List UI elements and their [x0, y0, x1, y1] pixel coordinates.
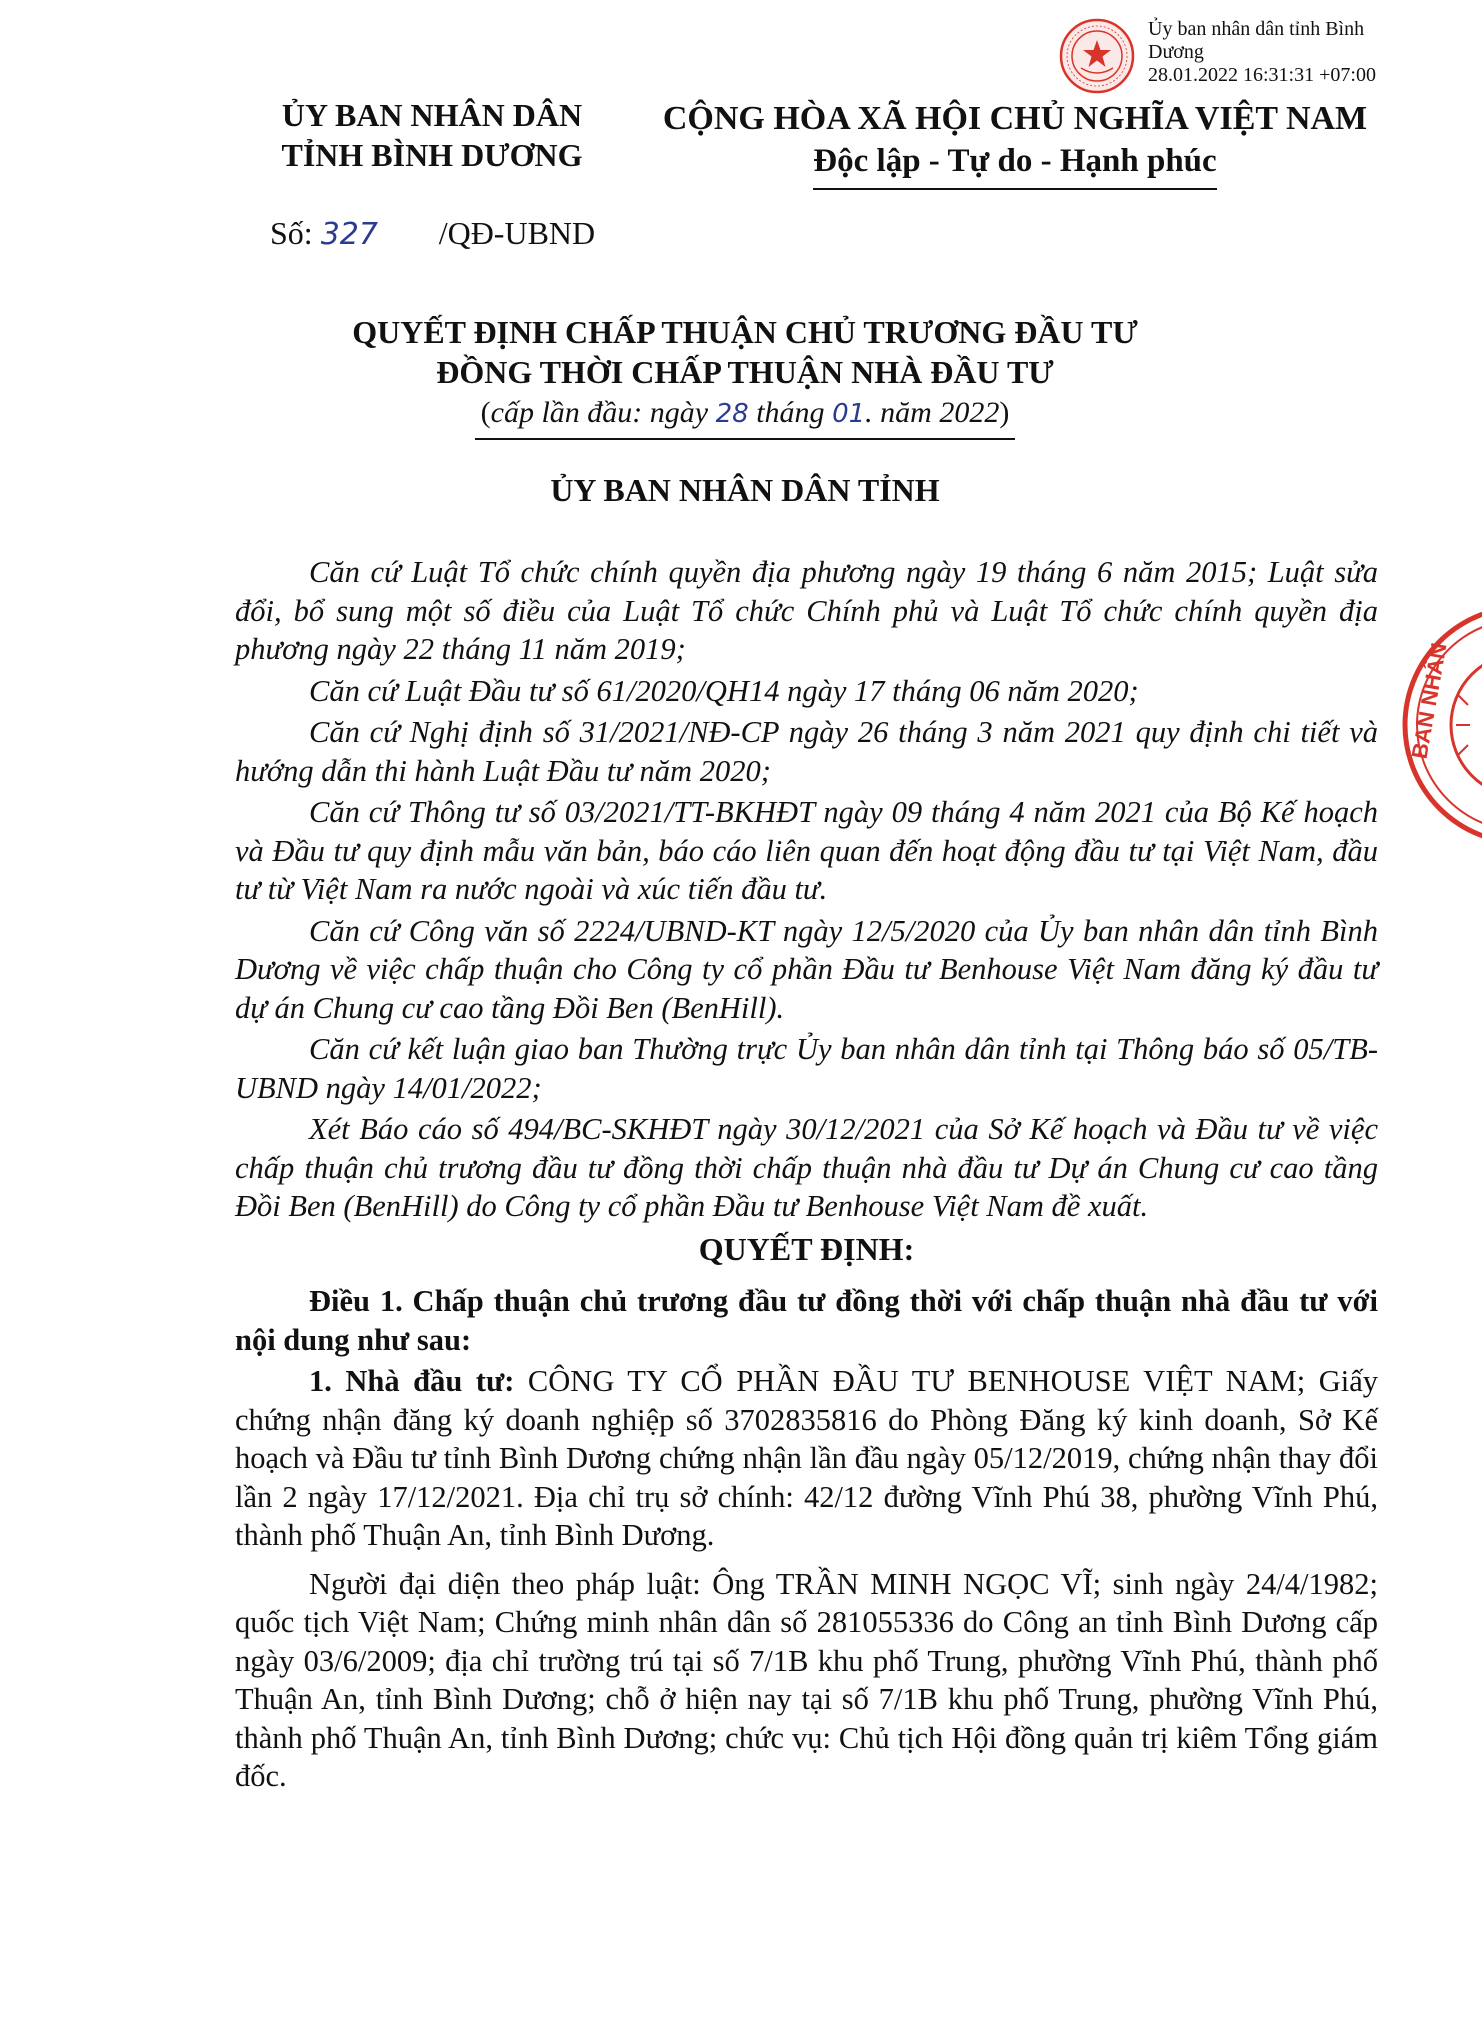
handwritten-number: 327 — [320, 217, 378, 252]
issue-mid: tháng — [748, 396, 833, 429]
digital-signature-info — [1148, 18, 1478, 87]
national-motto: Độc lập - Tự do - Hạnh phúc — [813, 140, 1216, 190]
authority-line-2: TỈNH BÌNH DƯƠNG — [281, 137, 583, 173]
national-header — [640, 98, 1390, 190]
legal-basis-3: Căn cứ Nghị định số 31/2021/NĐ-CP ngày 26 tháng 3 năm 2021 quy định chi tiết và hướng dẫn thi hành Luật Đầu tư năm 2020; — [235, 715, 1378, 788]
issue-open-paren: ( — [480, 396, 491, 429]
article-1: Điều 1. Chấp thuận chủ trương đầu tư đồng thời với chấp thuận nhà đầu tư với nội dung như sau: — [235, 1284, 1378, 1357]
issue-day: 28 — [715, 399, 749, 429]
representative-paragraph: Người đại diện theo pháp luật: Ông TRẦN MINH NGỌC VĨ; sinh ngày 24/4/1982; quốc tịch Việt Nam; Chứng minh nhân dân số 281055336 do Công an tỉnh Bình Dương cấp ngày 03/6/2009; địa chỉ trường trú tại số 7/1B khu phố Trung, phường Vĩnh Phú, thành phố Thuận An, tỉnh Bình Dương; chỗ ở hiện nay tại số 7/1B khu phố Trung, phường Vĩnh Phú, thành phố Thuận An, tỉnh Bình Dương; chức vụ: Chủ tịch Hội đồng quản trị kiêm Tổng giám đốc. — [235, 1566, 1378, 1793]
number-prefix: Số: — [270, 215, 313, 251]
svg-text:BAN NHÂN: BAN NHÂN — [1406, 640, 1452, 761]
title-line-1: QUYẾT ĐỊNH CHẤP THUẬN CHỦ TRƯƠNG ĐẦU TƯ — [352, 314, 1138, 350]
red-seal-icon — [1398, 600, 1482, 850]
signature-timestamp: 28.01.2022 16:31:31 +07:00 — [1148, 64, 1376, 86]
legal-basis-1: Căn cứ Luật Tổ chức chính quyền địa phương ngày 19 tháng 6 năm 2015; Luật sửa đổi, bổ sung một số điều của Luật Tổ chức Chính phủ và Luật Tổ chức chính quyền địa phương ngày 22 tháng 11 năm 2019; — [235, 555, 1378, 666]
legal-basis-7: Xét Báo cáo số 494/BC-SKHĐT ngày 30/12/2021 của Sở Kế hoạch và Đầu tư về việc chấp thuận chủ trương đầu tư đồng thời chấp thuận nhà đầu tư Dự án Chung cư cao tầng Đồi Ben (BenHill) do Công ty cổ phần Đầu tư Benhouse Việt Nam đề xuất. — [235, 1112, 1378, 1223]
issue-prefix: cấp lần đầu: ngày — [490, 396, 716, 429]
authority-heading: ỦY BAN NHÂN DÂN TỈNH — [550, 472, 940, 508]
investor-text: CÔNG TY CỔ PHẦN ĐẦU TƯ BENHOUSE VIỆT NAM; Giấy chứng nhận đăng ký doanh nghiệp số 3702835816 do Phòng Đăng ký kinh doanh, Sở Kế hoạch và Đầu tư tỉnh Bình Dương chứng nhận lần đầu ngày 05/12/2019, chứng nhận thay đổi lần 2 ngày 17/12/2021. Địa chỉ trụ sở chính: 42/12 đường Vĩnh Phú 38, phường Vĩnh Phú, thành phố Thuận An, tỉnh Bình Dương. — [235, 1364, 1379, 1552]
legal-basis-4: Căn cứ Thông tư số 03/2021/TT-BKHĐT ngày 09 tháng 4 năm 2021 của Bộ Kế hoạch và Đầu tư quy định mẫu văn bản, báo cáo liên quan đến hoạt động đầu tư tại Việt Nam, đầu tư từ Việt Nam ra nước ngoài và xúc tiến đầu tư. — [235, 795, 1378, 906]
signer-line-1: Ủy ban nhân dân tỉnh Bình — [1148, 18, 1365, 40]
nation-name: CỘNG HÒA XÃ HỘI CHỦ NGHĨA VIỆT NAM — [662, 100, 1368, 137]
authority-line-1: ỦY BAN NHÂN DÂN — [281, 97, 583, 133]
investor-label: 1. Nhà đầu tư: — [309, 1364, 515, 1398]
issue-month: 01 — [832, 399, 866, 429]
signer-line-2: Dương — [1148, 41, 1204, 63]
issue-suffix: . năm 2022 — [865, 396, 1000, 429]
number-suffix: /QĐ-UBND — [438, 215, 596, 251]
legal-basis-6: Căn cứ kết luận giao ban Thường trực Ủy ban nhân dân tỉnh tại Thông báo số 05/TB-UBND ngày 14/01/2022; — [235, 1032, 1378, 1105]
issuing-authority — [262, 95, 602, 175]
issue-date-line — [260, 393, 1230, 440]
investor-paragraph — [235, 1362, 1378, 1555]
legal-basis-5: Căn cứ Công văn số 2224/UBND-KT ngày 12/5/2020 của Ủy ban nhân dân tỉnh Bình Dương về việc chấp thuận cho Công ty cổ phần Đầu tư Benhouse Việt Nam đăng ký đầu tư dự án Chung cư cao tầng Đồi Ben (BenHill). — [235, 913, 1378, 1025]
document-body — [235, 553, 1378, 1799]
digital-signature-seal-icon — [1059, 18, 1135, 94]
document-title — [260, 312, 1230, 392]
legal-basis-2: Căn cứ Luật Đầu tư số 61/2020/QH14 ngày 17 tháng 06 năm 2020; — [309, 673, 1139, 708]
document-number — [270, 213, 595, 255]
decision-heading: QUYẾT ĐỊNH: — [698, 1230, 915, 1267]
issue-close-paren: ) — [999, 396, 1010, 429]
title-line-2: ĐỒNG THỜI CHẤP THUẬN NHÀ ĐẦU TƯ — [436, 354, 1054, 390]
